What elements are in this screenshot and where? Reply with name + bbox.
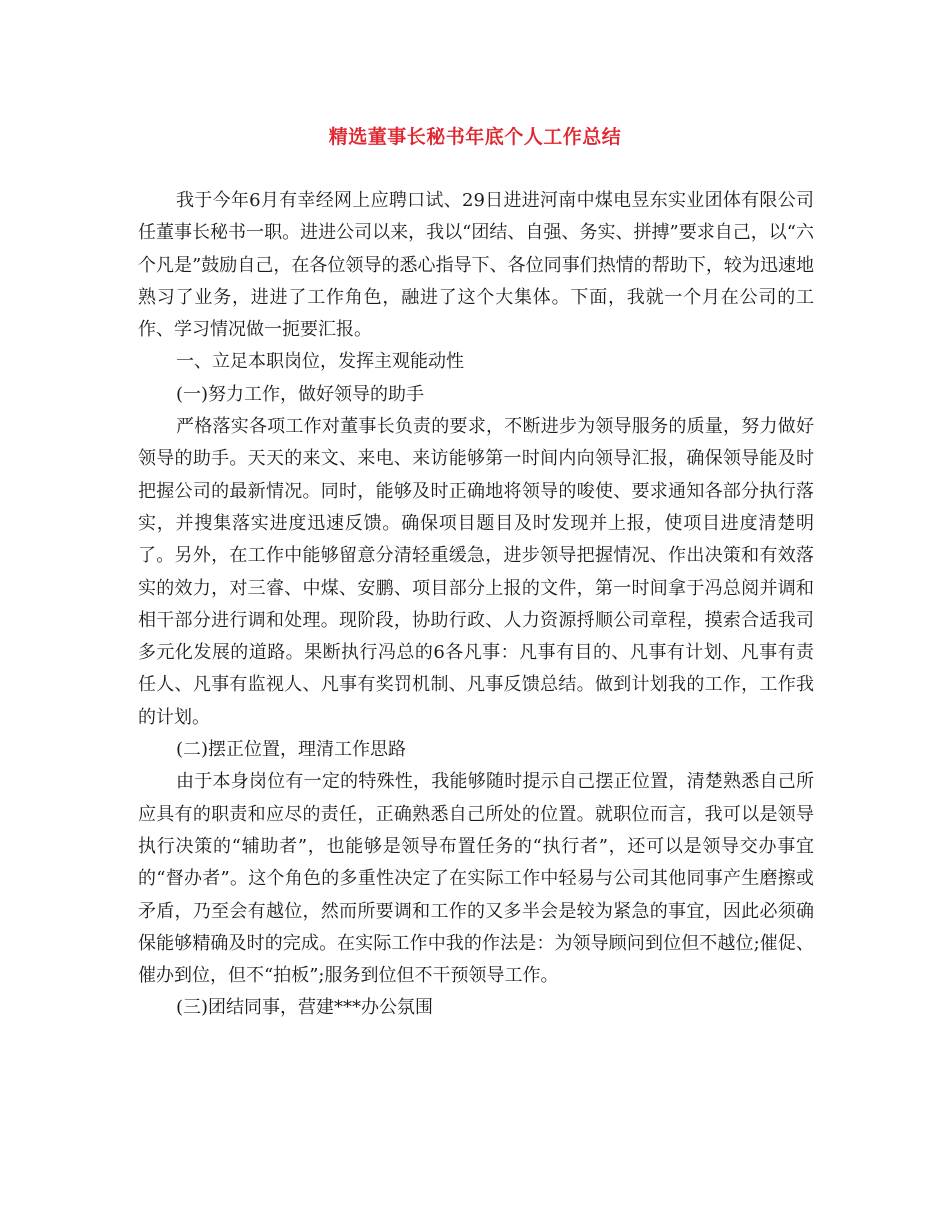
paragraph-position: 由于本身岗位有一定的特殊性，我能够随时提示自己摆正位置，清楚熟悉自己所应具有的职责和应尽的责任，正确熟悉自己所处的位置。就职位而言，我可以是领导执行决策的“辅助者”，也能够是领导布置任务的“执行者”，还可以是领导交办事宜的“督办者”。这个角色的多重性决定了在实际工作中轻易与公司其他同事产生磨擦或矛盾，乃至会有越位，然而所要调和工作的又多半会是较为紧急的事宜，因此必须确保能够精确及时的完成。在实际工作中我的作法是：为领导顾问到位但不越位;催促、催办到位，但不“拍板”;服务到位但不干预领导工作。 (138, 771, 814, 987)
document-body (138, 185, 814, 1025)
subsection-heading-1: (一)努力工作，做好领导的助手 (176, 383, 425, 405)
paragraph-assistant-work: 严格落实各项工作对董事长负责的要求，不断进步为领导服务的质量，努力做好领导的助手。天天的来文、来电、来访能够第一时间内向领导汇报，确保领导能及时把握公司的最新情况。同时，能够及时正确地将领导的唆使、要求通知各部分执行落实，并搜集落实进度迅速反馈。确保项目题目及时发现并上报，使项目进度清楚明了。另外，在工作中能够留意分清轻重缓急，进步领导把握情况、作出决策和有效落实的效力，对三睿、中煤、安鹏、项目部分上报的文件，第一时间拿于冯总阅并调和相干部分进行调和处理。现阶段，协助行政、人力资源捋顺公司章程，摸索合适我司多元化发展的道路。果断执行冯总的6各凡事：凡事有目的、凡事有计划、凡事有责任人、凡事有监视人、凡事有奖罚机制、凡事反馈总结。做到计划我的工作，工作我的计划。 (138, 416, 814, 728)
subsection-heading-3: (三)团结同事，营建***办公氛围 (176, 997, 434, 1019)
document-title: 精选董事长秘书年底个人工作总结 (328, 126, 622, 148)
paragraph-intro: 我于今年6月有幸经网上应聘口试、29日进进河南中煤电昱东实业团体有限公司任董事长秘书一职。进进公司以来，我以“团结、自强、务实、拼搏”要求自己，以“六个凡是”鼓励自己，在各位领导的悉心指导下、各位同事们热情的帮助下，较为迅速地熟习了业务，进进了工作角色，融进了这个大集体。下面，我就一个月在公司的工作、学习情况做一扼要汇报。 (138, 190, 814, 341)
subsection-heading-2: (二)摆正位置，理清工作思路 (176, 739, 407, 761)
section-heading-1: 一、立足本职岗位，发挥主观能动性 (176, 351, 464, 373)
